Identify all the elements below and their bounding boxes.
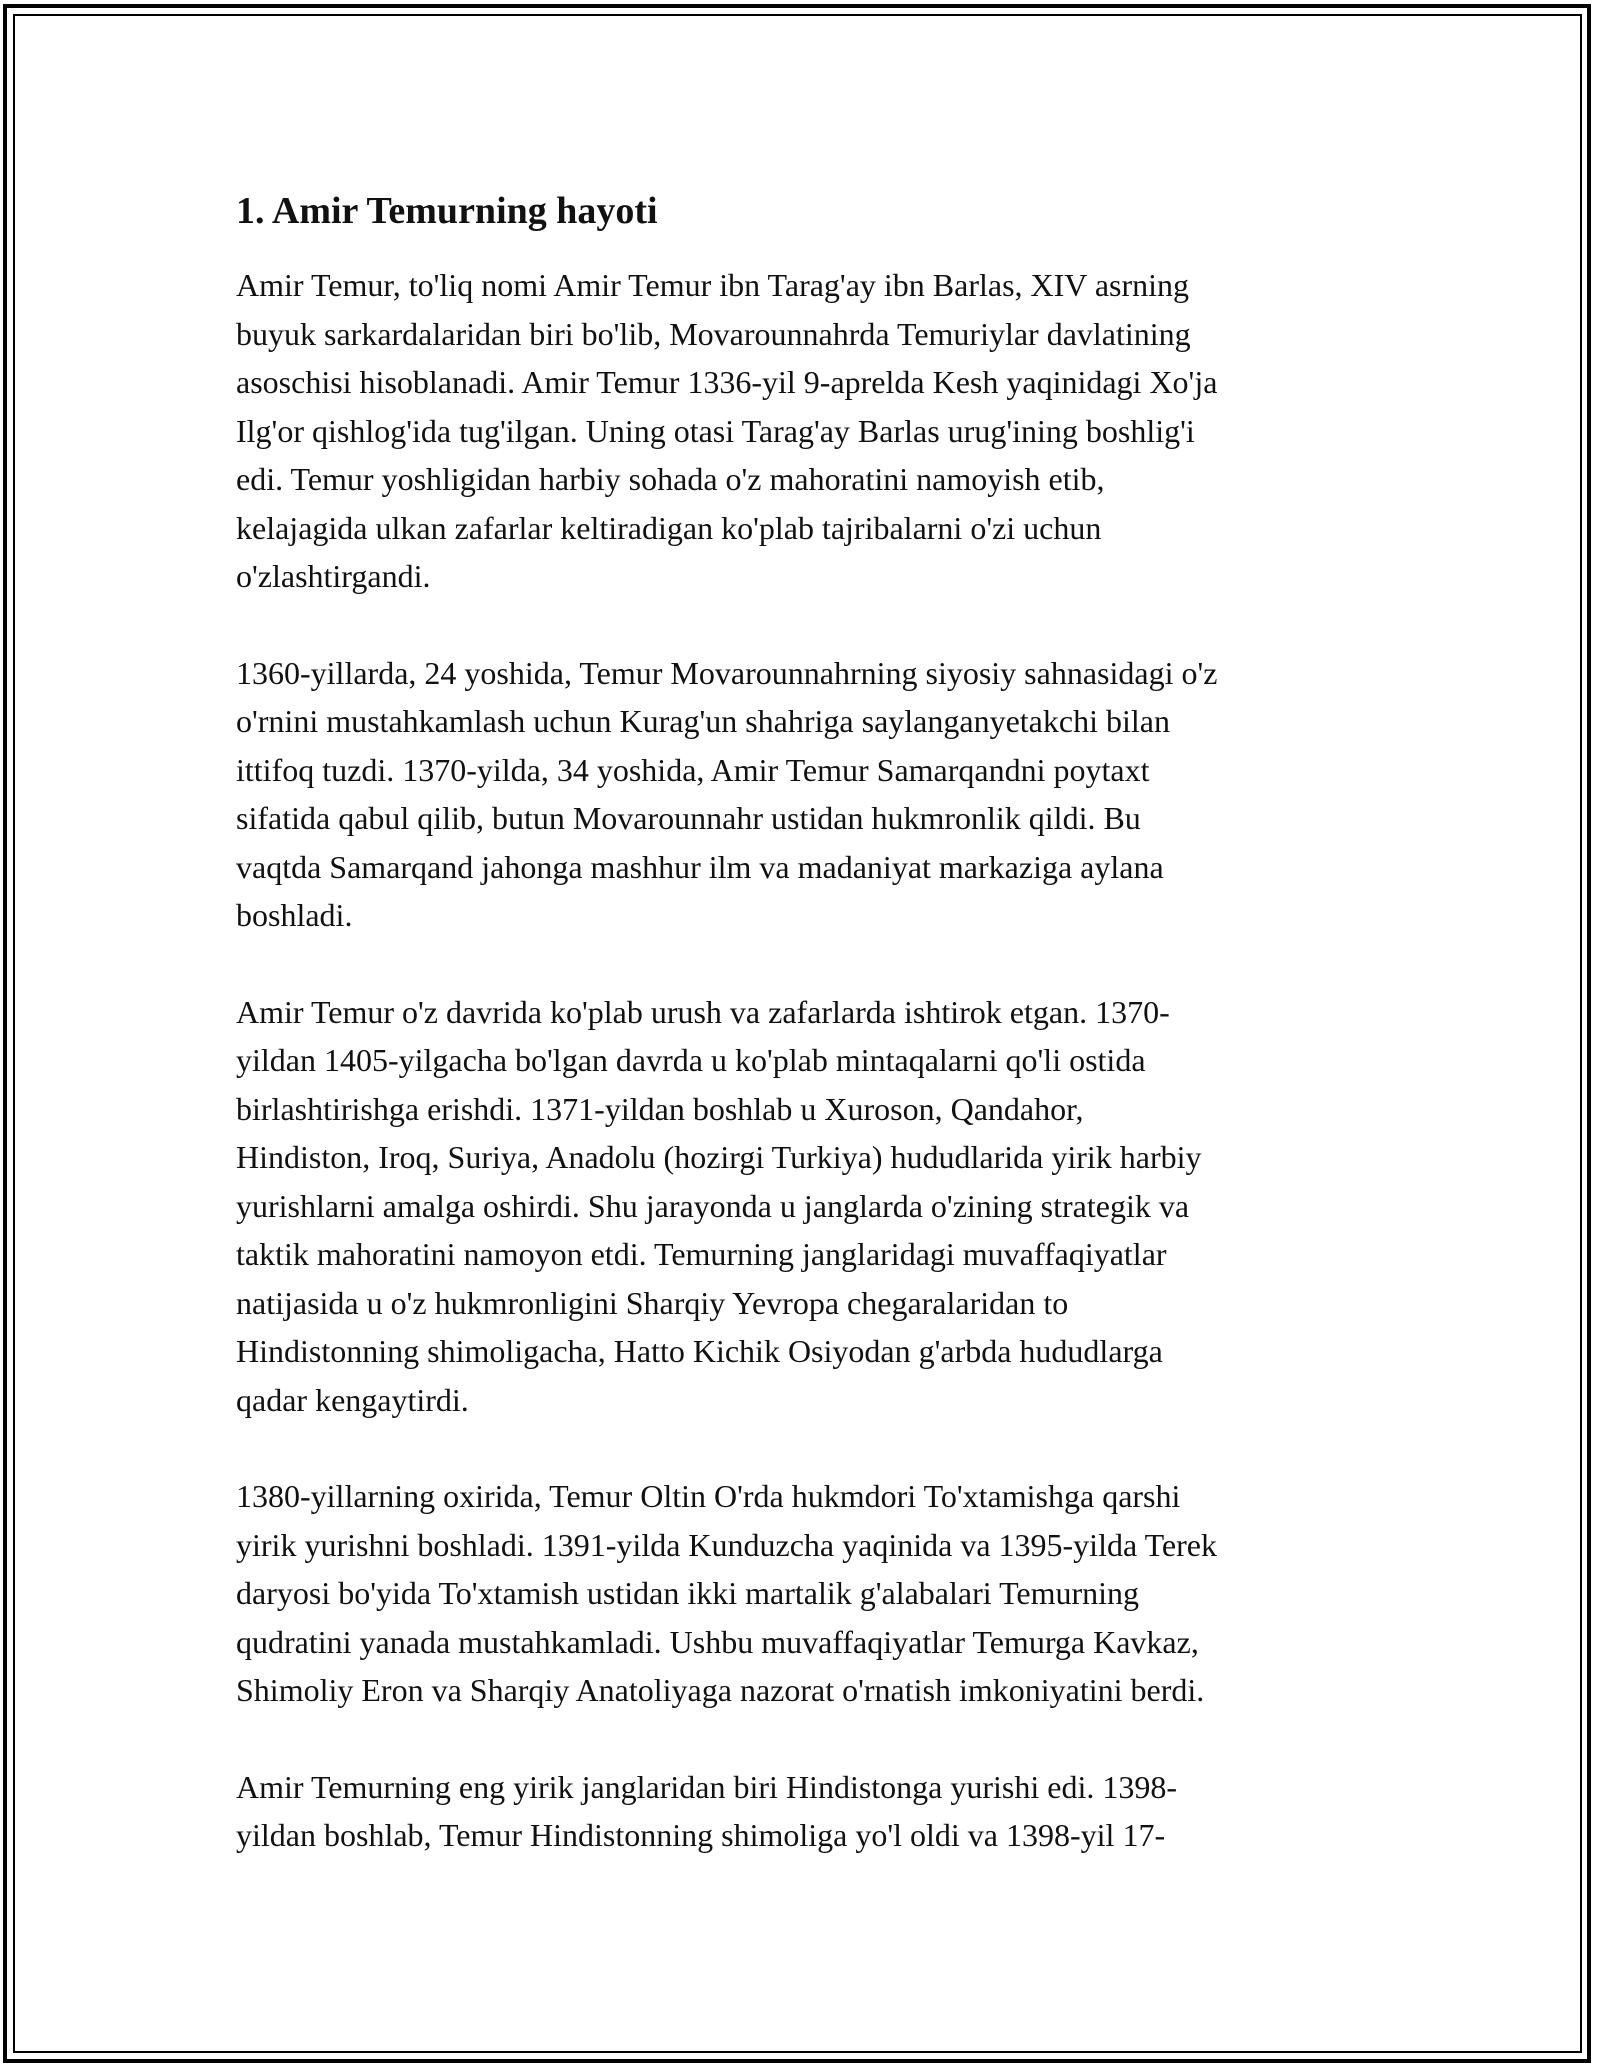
text-line: buyuk sarkardalaridan biri bo'lib, Movarounnahrda Temuriylar davlatining [236,315,1191,352]
text-line: o'zlashtirgandi. [236,558,431,594]
text-line: yurishlarni amalga oshirdi. Shu jarayonda u janglarda o'zining strategik va [236,1187,1190,1224]
text-line: birlashtirishga erishdi. 1371-yildan boshlab u Xuroson, Qandahor, [236,1090,1084,1127]
text-line: asoschisi hisoblanadi. Amir Temur 1336-yil 9-aprelda Kesh yaqinidagi Xo'ja [236,364,1218,400]
text-line: qadar kengaytirdi. [236,1381,469,1418]
text-line: Amir Temurning eng yirik janglaridan biri Hindistonga yurishi edi. 1398- [236,1768,1178,1805]
paragraph-1 [236,261,1376,601]
text-line: Amir Temur, to'liq nomi Amir Temur ibn Tarag'ay ibn Barlas, XIV asrning [236,267,1190,303]
text-line: 1360-yillarda, 24 yoshida, Temur Movarounnahrning siyosiy sahnasidagi o'z [236,654,1218,691]
text-line: Amir Temur o'z davrida ko'plab urush va zafarlarda ishtirok etgan. 1370- [236,993,1170,1030]
text-line: Ilg'or qishlog'ida tug'ilgan. Uning otasi Tarag'ay Barlas urug'ining boshlig'i [236,412,1195,449]
text-line: natijasida u o'z hukmronligini Sharqiy Yevropa chegaralaridan to [236,1284,1069,1321]
section-heading: 1. Amir Temurning hayoti [236,190,658,232]
paragraph-5 [236,1763,1376,1860]
text-line: 1380-yillarning oxirida, Temur Oltin O'rda hukmdori To'xtamishga qarshi [236,1478,1181,1514]
text-line: qudratini yanada mustahkamladi. Ushbu muvaffaqiyatlar Temurga Kavkaz, [236,1623,1199,1660]
text-line: Hindistonning shimoligacha, Hatto Kichik Osiyodan g'arbda hududlarga [236,1333,1163,1369]
text-line: taktik mahoratini namoyon etdi. Temurning janglaridagi muvaffaqiyatlar [236,1236,1167,1272]
text-line: kelajagida ulkan zafarlar keltiradigan ko'plab tajribalarni o'zi uchun [236,509,1102,546]
text-line: yildan 1405-yilgacha bo'lgan davrda u ko'plab mintaqalarni qo'li ostida [236,1042,1146,1078]
text-line: Shimoliy Eron va Sharqiy Anatoliyaga nazorat o'rnatish imkoniyatini berdi. [236,1672,1205,1708]
text-line: daryosi bo'yida To'xtamish ustidan ikki martalik g'alabalari Temurning [236,1575,1140,1611]
text-line: o'rnini mustahkamlash uchun Kurag'un shahriga saylanganyetakchi bilan [236,703,1170,739]
paragraph-4 [236,1472,1376,1715]
text-line: yirik yurishni boshladi. 1391-yilda Kunduzcha yaqinida va 1395-yilda Terek [236,1526,1217,1563]
document-body [236,186,1376,1908]
text-line: boshladi. [236,897,353,933]
paragraph-3 [236,988,1376,1425]
text-line: sifatida qabul qilib, butun Movarounnahr ustidan hukmronlik qildi. Bu [236,800,1141,836]
text-line: ittifoq tuzdi. 1370-yilda, 34 yoshida, Amir Temur Samarqandni poytaxt [236,751,1150,788]
text-line: yildan boshlab, Temur Hindistonning shimoliga yo'l oldi va 1398-yil 17- [236,1817,1166,1853]
text-line: Hindiston, Iroq, Suriya, Anadolu (hozirgi Turkiya) hududlarida yirik harbiy [236,1139,1202,1175]
text-line: edi. Temur yoshligidan harbiy sohada o'z mahoratini namoyish etib, [236,461,1105,497]
text-line: vaqtda Samarqand jahonga mashhur ilm va madaniyat markaziga aylana [236,848,1164,885]
paragraph-2 [236,649,1376,940]
